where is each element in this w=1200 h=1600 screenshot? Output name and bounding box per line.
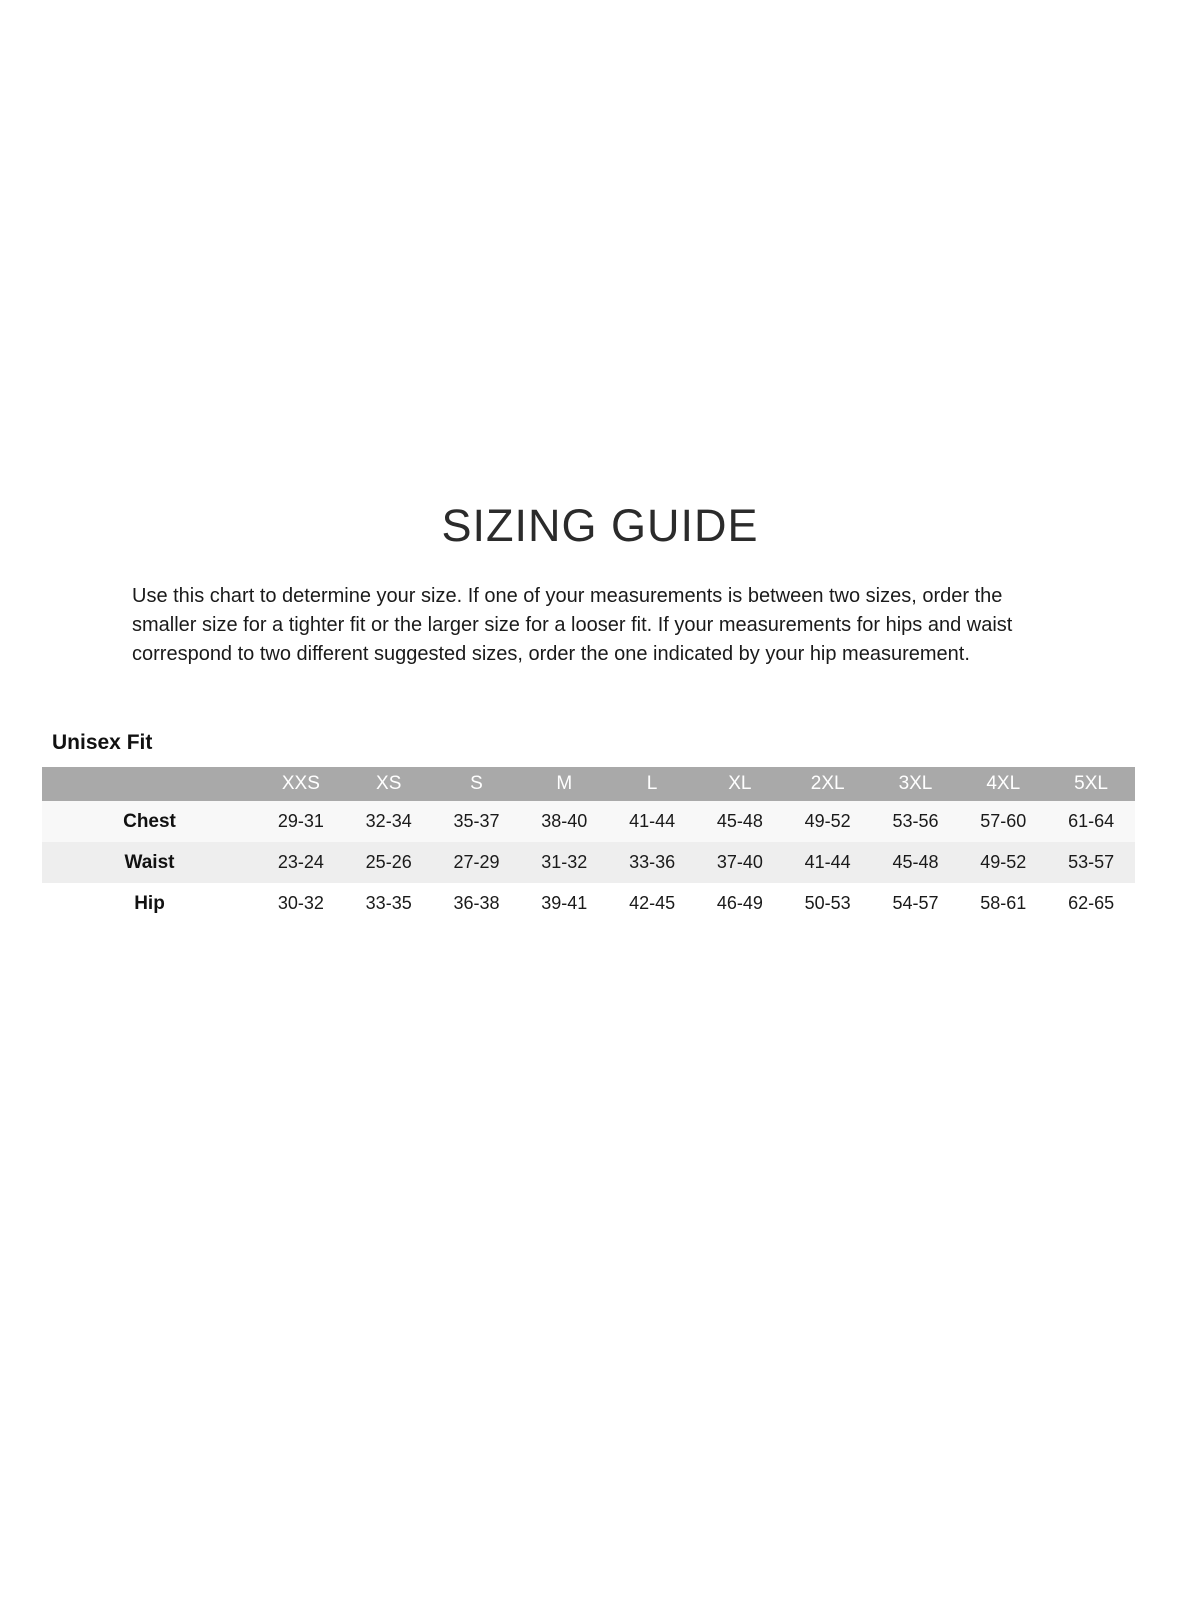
size-column-header: XL: [728, 773, 752, 795]
size-cell: 38-40: [541, 811, 588, 832]
size-column-header: XS: [376, 773, 402, 795]
size-cell: 41-44: [629, 811, 676, 832]
intro-paragraph: Use this chart to determine your size. If one of your measurements is between two sizes, order the smaller size for a tighter fit or the larger size for a looser fit. If your measurements for hips and waist correspond to two different suggested sizes, order the one indicated by your hip measurement.: [132, 585, 1013, 666]
row-label: Hip: [134, 892, 165, 914]
size-cell: 27-29: [453, 852, 500, 873]
size-cell: 25-26: [365, 852, 412, 873]
size-cell: 61-64: [1068, 811, 1115, 832]
size-column-header: 3XL: [898, 773, 933, 795]
size-cell: 49-52: [980, 852, 1027, 873]
size-table-header-row: [42, 767, 1135, 801]
size-cell: 53-56: [892, 811, 939, 832]
size-column-header: 5XL: [1074, 773, 1108, 795]
table-row-chest: [42, 801, 1135, 842]
size-cell: 37-40: [716, 852, 763, 873]
size-column-header: S: [470, 773, 483, 795]
size-cell: 32-34: [365, 811, 412, 832]
size-cell: 30-32: [277, 893, 324, 914]
size-column-header: 2XL: [810, 773, 845, 795]
size-cell: 31-32: [541, 852, 588, 873]
size-cell: 42-45: [629, 893, 676, 914]
size-cell: 49-52: [804, 811, 851, 832]
size-cell: 41-44: [804, 852, 851, 873]
size-column-header: XXS: [281, 773, 320, 795]
size-cell: 46-49: [716, 893, 763, 914]
page-title: SIZING GUIDE: [441, 500, 759, 552]
size-cell: 54-57: [892, 893, 939, 914]
size-cell: 33-36: [629, 852, 676, 873]
size-cell: 36-38: [453, 893, 500, 914]
size-cell: 53-57: [1068, 852, 1115, 873]
size-cell: 58-61: [980, 893, 1027, 914]
size-cell: 33-35: [365, 893, 412, 914]
size-cell: 35-37: [453, 811, 500, 832]
size-column-header: 4XL: [986, 773, 1021, 795]
section-heading-unisex-fit: Unisex Fit: [52, 731, 153, 755]
size-cell: 39-41: [541, 893, 588, 914]
table-row-waist: [42, 842, 1135, 883]
size-cell: 45-48: [716, 811, 763, 832]
row-label: Waist: [124, 851, 175, 873]
size-cell: 50-53: [804, 893, 851, 914]
size-cell: 45-48: [892, 852, 939, 873]
size-cell: 23-24: [277, 852, 324, 873]
row-label: Chest: [123, 810, 176, 832]
size-cell: 29-31: [277, 811, 324, 832]
size-table: [42, 767, 1135, 924]
header-spacer: [42, 767, 257, 801]
size-cell: 62-65: [1068, 893, 1115, 914]
size-cell: 57-60: [980, 811, 1027, 832]
size-column-header: M: [556, 773, 573, 795]
size-column-header: L: [646, 773, 658, 795]
table-row-hip: [42, 883, 1135, 924]
